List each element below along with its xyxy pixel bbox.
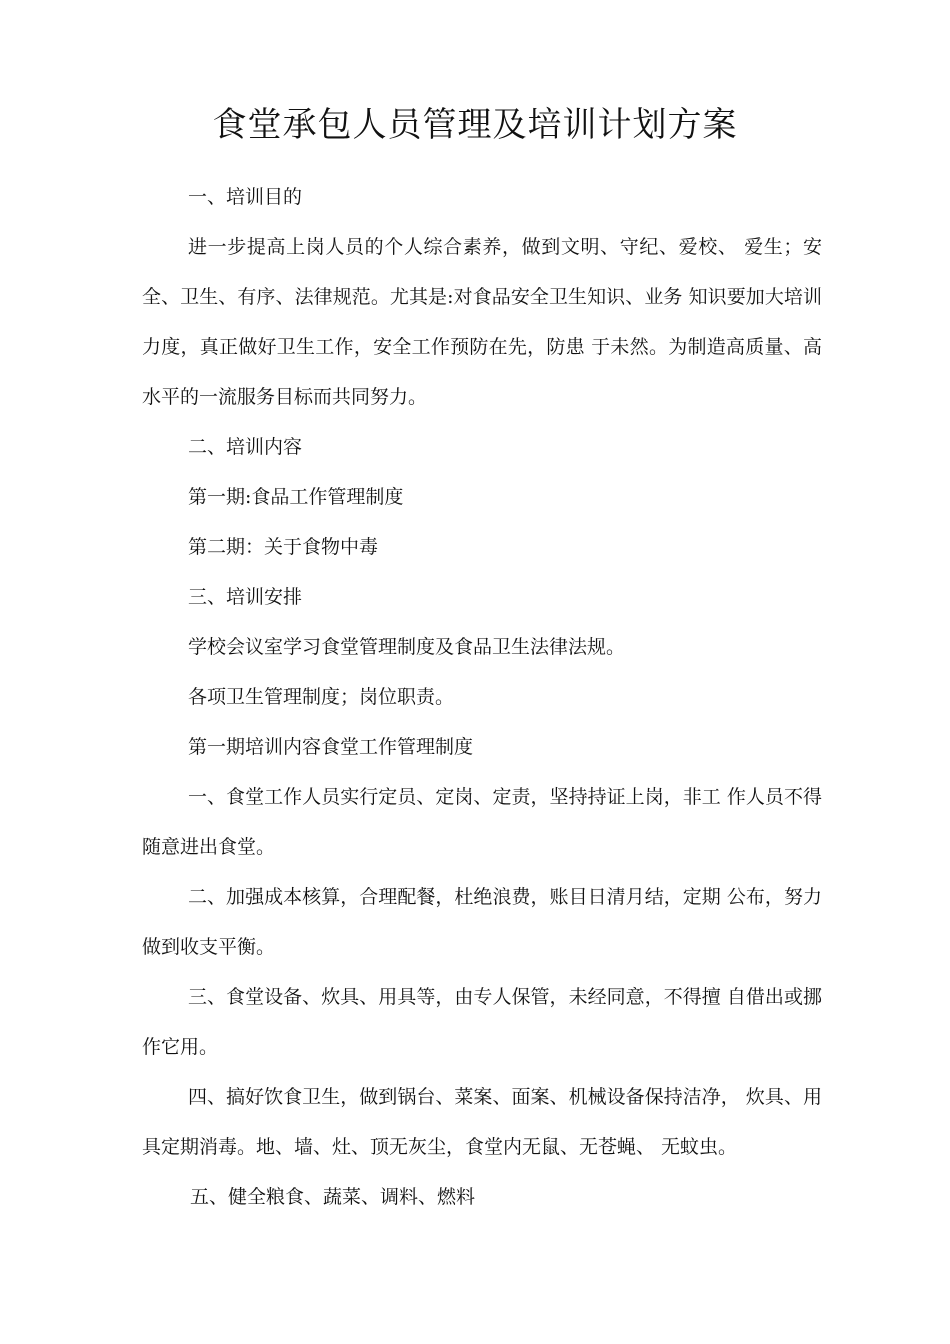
rule-item-4: 四、搞好饮食卫生，做到锅台、菜案、面案、机械设备保持洁净， 炊具、用具定期消毒。地、墙、灶、顶无灰尘，食堂内无鼠、无苍蝇、 无蚊虫。 — [142, 1086, 822, 1158]
paragraph-purpose-text: 进一步提高上岗人员的个人综合素养，做到文明、守纪、爱校、 爱生；安全、卫生、有序、法律规范。尤其是:对食品安全卫生知识、业务 知识要加大培训力度，真正做好卫生工作，安全工作预防在先，防患 于未然。为制造高质量、高水平的一流服务目标而共同努力。 — [142, 236, 822, 408]
section-heading-arrangement: 三、培训安排 — [188, 586, 303, 608]
rule-item-3: 三、食堂设备、炊具、用具等，由专人保管，未经同意，不得擅 自借出或挪作它用。 — [142, 986, 822, 1058]
rule-item-1: 一、食堂工作人员实行定员、定岗、定责，坚持持证上岗，非工 作人员不得随意进出食堂。 — [142, 786, 822, 858]
rule-item-5: 五、健全粮食、蔬菜、调料、燃料 — [190, 1186, 476, 1208]
section-heading-content: 二、培训内容 — [188, 436, 303, 458]
document-body — [142, 172, 822, 1222]
document-title: 食堂承包人员管理及培训计划方案 — [212, 105, 738, 145]
paragraph-arrangement-2: 各项卫生管理制度；岗位职责。 — [188, 686, 455, 708]
paragraph-arrangement-1: 学校会议室学习食堂管理制度及食品卫生法律法规。 — [188, 636, 626, 658]
section-heading-purpose: 一、培训目的 — [188, 186, 303, 208]
paragraph-phase-two: 第二期：关于食物中毒 — [188, 536, 379, 558]
paragraph-phase-one: 第一期:食品工作管理制度 — [188, 486, 404, 508]
paragraph-phase-one-heading: 第一期培训内容食堂工作管理制度 — [188, 736, 474, 758]
rule-item-2: 二、加强成本核算，合理配餐，杜绝浪费，账目日清月结，定期 公布，努力做到收支平衡。 — [142, 886, 822, 958]
